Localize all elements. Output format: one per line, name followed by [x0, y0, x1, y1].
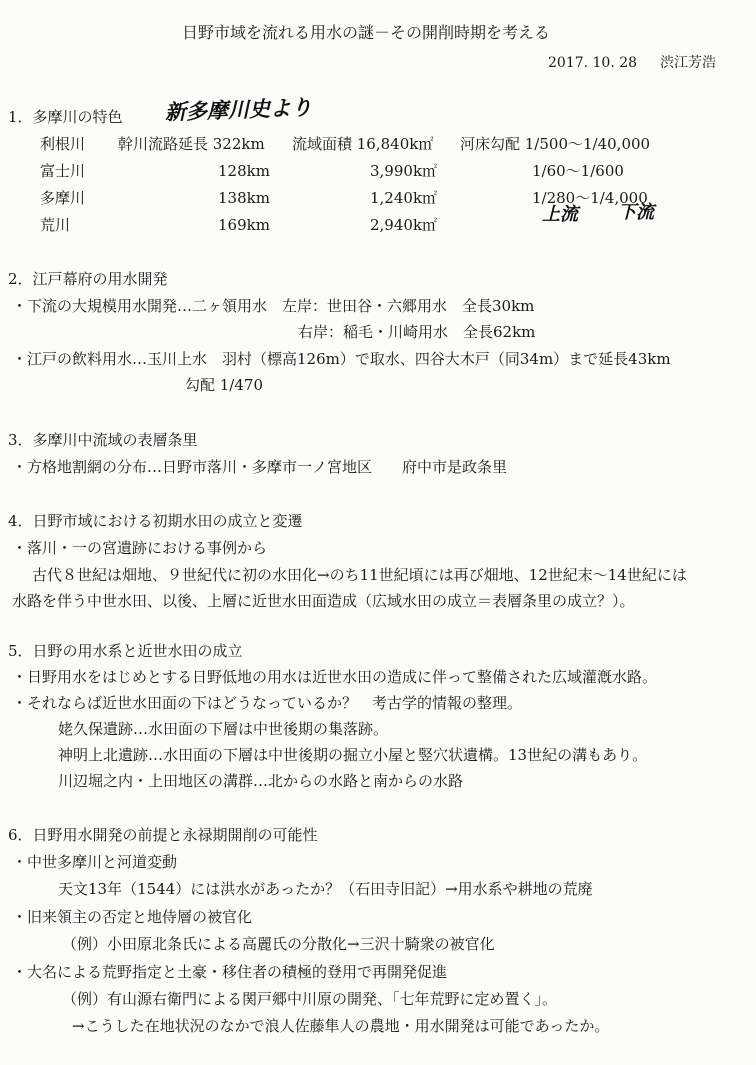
section-6-line: →こうした在地状況のなかで浪人佐藤隼人の農地・用水開発は可能であったか。	[72, 1017, 610, 1035]
section-5-line: 神明上北遺跡…水田面の下層は中世後期の掘立小屋と竪穴状遺構。13世紀の溝もあり。	[58, 746, 648, 764]
section-6-heading: 6．日野用水開発の前提と永禄期開削の可能性	[8, 826, 318, 844]
table-cell: 169km	[218, 216, 270, 234]
date: 2017. 10. 28	[548, 55, 638, 71]
section-2-line: ・江戸の飲料用水…玉川上水 羽村（標高126m）で取水、四谷大木戸（同34m）まで延長43km	[12, 350, 671, 368]
section-5-line: 川辺堀之内・上田地区の溝群…北からの水路と南からの水路	[58, 772, 464, 790]
table-cell: 1/280～1/4,000	[532, 189, 648, 207]
section-6-line: （例）有山源右衛門による関戸郷中川原の開発、「七年荒野に定め置く」。	[62, 990, 558, 1008]
section-6-line: ・旧来領主の否定と地侍層の被官化	[12, 908, 253, 926]
section-5-line: ・それならば近世水田面の下はどうなっているか？ 考古学的情報の整理。	[12, 694, 523, 712]
section-2-line: 右岸：稲毛・川崎用水 全長62km	[298, 323, 536, 341]
section-6-line: ・中世多摩川と河道変動	[12, 853, 178, 871]
section-3-line: ・方格地割網の分布…日野市落川・多摩市一ノ宮地区 府中市是政条里	[12, 458, 508, 476]
table-cell: 富士川	[40, 162, 86, 180]
handwritten-upstream: 上流	[542, 204, 578, 225]
section-4-line: 水路を伴う中世水田、以後、上層に近世水田面造成（広域水田の成立＝表層条里の成立？）。	[12, 592, 635, 610]
table-cell: 流域面積 16,840k㎡	[292, 135, 434, 153]
section-4-heading: 4．日野市域における初期水田の成立と変遷	[8, 512, 303, 530]
table-cell: 利根川	[40, 135, 86, 153]
section-6-line: ・大名による荒野指定と土豪・移住者の積極的登用で再開発促進	[12, 963, 448, 981]
table-cell: 128km	[218, 162, 270, 180]
section-2-line: 勾配 1/470	[185, 376, 263, 394]
section-3-heading: 3．多摩川中流域の表層条里	[8, 431, 198, 449]
table-cell: 2,940k㎡	[370, 216, 438, 234]
section-6-line: （例）小田原北条氏による高麗氏の分散化→三沢十騎衆の被官化	[62, 935, 495, 953]
table-cell: 幹川流路延長 322km	[118, 135, 265, 153]
section-1-heading: 1．多摩川の特色	[8, 108, 123, 126]
table-cell: 荒川	[40, 216, 71, 234]
section-2-heading: 2．江戸幕府の用水開発	[8, 270, 168, 288]
table-cell: 河床勾配 1/500～1/40,000	[460, 135, 651, 153]
section-4-line: 古代８世紀は畑地、９世紀代に初の水田化→のち11世紀頃には再び畑地、12世紀末～14世紀には	[32, 566, 687, 584]
table-cell: 多摩川	[40, 189, 86, 207]
page-title: 日野市域を流れる用水の謎－その開削時期を考える	[182, 23, 551, 42]
section-6-line: 天文13年（1544）には洪水があったか？（石田寺旧記）→用水系や耕地の荒廃	[58, 880, 593, 898]
table-cell: 1,240k㎡	[370, 189, 438, 207]
table-cell: 1/60～1/600	[532, 162, 624, 180]
author: 渋江芳浩	[660, 55, 716, 71]
section-4-line: ・落川・一の宮遺跡における事例から	[12, 539, 268, 557]
table-cell: 138km	[218, 189, 270, 207]
handwritten-downstream: 下流	[618, 202, 654, 223]
section-5-heading: 5．日野の用水系と近世水田の成立	[8, 642, 243, 660]
handwritten-note: 新多摩川史より	[164, 95, 313, 125]
section-5-line: 姥久保遺跡…水田面の下層は中世後期の集落跡。	[58, 720, 389, 738]
section-2-line: ・下流の大規模用水開発…二ヶ領用水 左岸：世田谷・六郷用水 全長30km	[12, 297, 535, 315]
table-cell: 3,990k㎡	[370, 162, 438, 180]
section-5-line: ・日野用水をはじめとする日野低地の用水は近世水田の造成に伴って整備された広域灌漑水路。	[12, 668, 658, 686]
